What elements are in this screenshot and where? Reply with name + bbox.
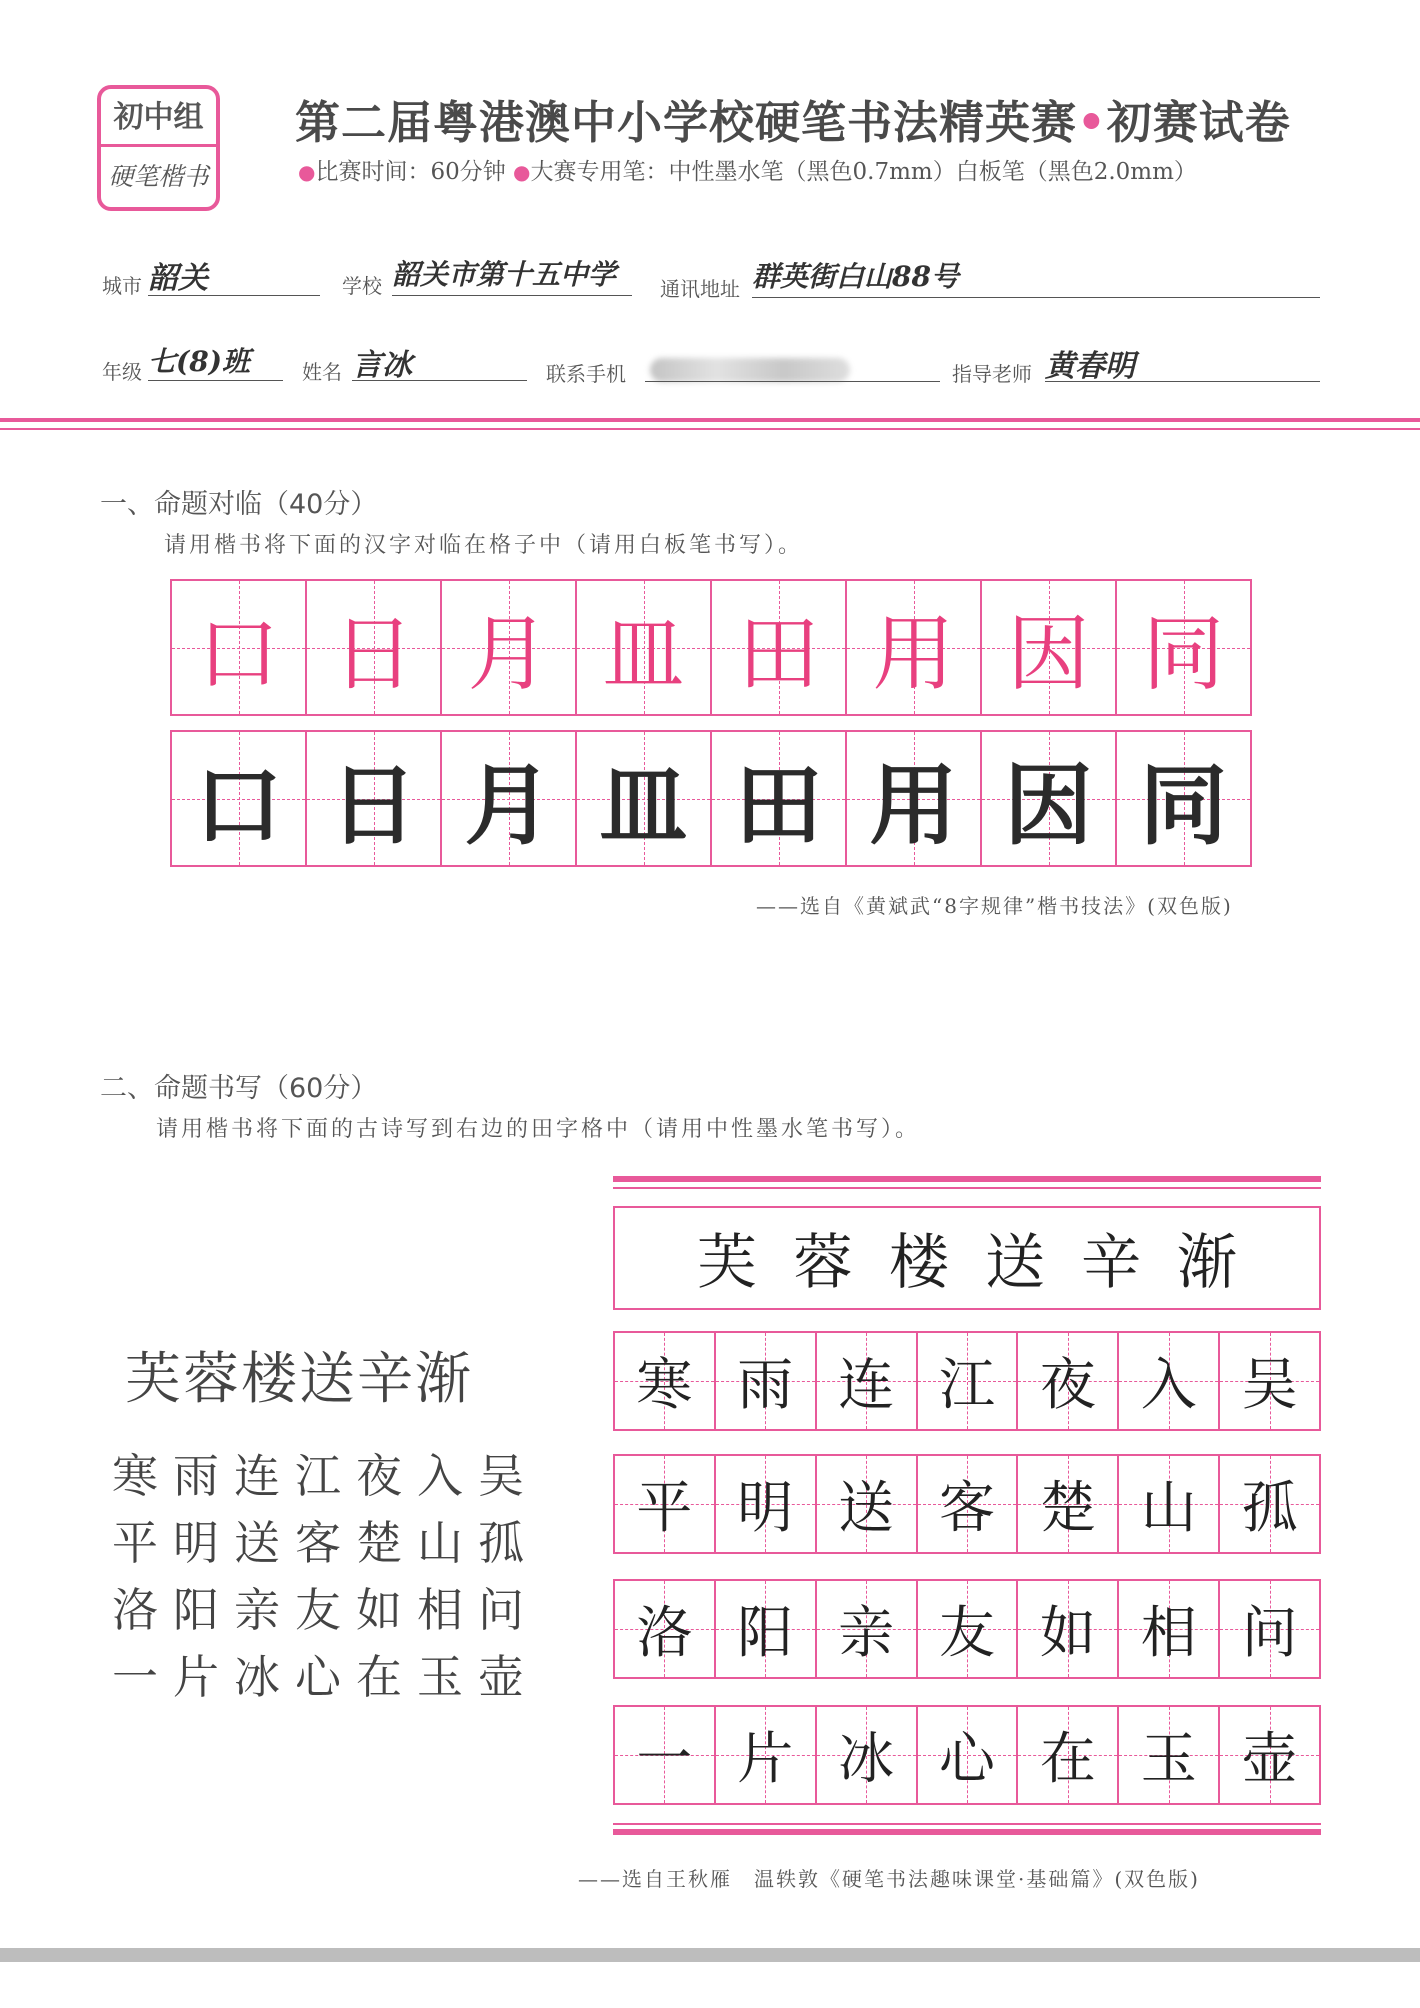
- written-char: 口: [194, 753, 283, 857]
- written-char: 平: [636, 1476, 693, 1541]
- written-char: 冰: [838, 1727, 895, 1792]
- group-badge: [97, 85, 220, 211]
- poem-cell[interactable]: [817, 1333, 918, 1429]
- model-cell: [307, 581, 442, 714]
- name-label: 姓名: [302, 360, 342, 384]
- model-cell: [442, 581, 577, 714]
- section1-source: ——选自《黄斌武“8字规律”楷书技法》(双色版): [756, 894, 1233, 918]
- teacher-label: 指导老师: [952, 362, 1032, 386]
- phone-label: 联系手机: [546, 362, 626, 386]
- poem-cell[interactable]: [1220, 1456, 1319, 1552]
- city-value[interactable]: 韶关: [148, 261, 208, 296]
- page-title: [295, 86, 1291, 151]
- poem-cell[interactable]: [716, 1707, 817, 1803]
- poem-cell[interactable]: [1220, 1707, 1319, 1803]
- poem-cell[interactable]: [716, 1333, 817, 1429]
- written-char: 孤: [1241, 1476, 1298, 1541]
- model-char: 用: [872, 607, 955, 702]
- written-char: 问: [1241, 1601, 1298, 1666]
- model-cell: [1117, 581, 1250, 714]
- section1-title: 一、命题对临（40分）: [100, 489, 378, 520]
- model-char-grid: [170, 579, 1252, 716]
- school-label: 学校: [342, 274, 382, 298]
- model-char: 皿: [602, 607, 685, 702]
- poem-cell[interactable]: [615, 1707, 716, 1803]
- written-char: 用: [869, 753, 958, 857]
- section2-source: ——选自王秋雁 温轶敦《硬笔书法趣味课堂·基础篇》(双色版): [578, 1867, 1200, 1891]
- written-char: 寒: [636, 1353, 693, 1418]
- grade-underline: [148, 380, 283, 381]
- header-divider-thick: [0, 418, 1420, 422]
- poem-frame-bottom-line: [613, 1823, 1321, 1825]
- header-divider-thin: [0, 428, 1420, 430]
- section2-title: 二、命题书写（60分）: [100, 1073, 378, 1104]
- written-char: 亲: [838, 1601, 895, 1666]
- poem-line: 平明送客楚山孤: [112, 1516, 539, 1570]
- written-title: 芙蓉楼送辛渐: [697, 1228, 1273, 1298]
- poem-title: 芙蓉楼送辛渐: [125, 1347, 473, 1412]
- practice-cell[interactable]: [712, 732, 847, 865]
- poem-line: 洛阳亲友如相问: [112, 1583, 539, 1637]
- poem-cell[interactable]: [1119, 1581, 1220, 1677]
- written-char: 日: [329, 753, 418, 857]
- poem-cell[interactable]: [817, 1581, 918, 1677]
- written-char: 雨: [737, 1353, 794, 1418]
- poem-cell[interactable]: [817, 1456, 918, 1552]
- poem-frame-top-line: [613, 1187, 1321, 1189]
- written-char: 楚: [1039, 1476, 1096, 1541]
- poem-cell[interactable]: [615, 1581, 716, 1677]
- poem-cell[interactable]: [716, 1456, 817, 1552]
- school-value[interactable]: 韶关市第十五中学: [392, 258, 617, 291]
- model-cell: [847, 581, 982, 714]
- written-char: 连: [838, 1353, 895, 1418]
- scan-bottom-edge: [0, 1948, 1420, 1962]
- written-char: 阳: [737, 1601, 794, 1666]
- section2-instruction: 请用楷书将下面的古诗写到右边的田字格中（请用中性墨水笔书写）。: [156, 1117, 921, 1142]
- poem-line: 一片冰心在玉壶: [112, 1650, 539, 1704]
- address-label: 通讯地址: [660, 277, 740, 301]
- title-separator: •: [1077, 96, 1107, 149]
- written-char: 明: [737, 1476, 794, 1541]
- written-char: 洛: [636, 1601, 693, 1666]
- practice-cell[interactable]: [307, 732, 442, 865]
- poem-cell[interactable]: [1119, 1707, 1220, 1803]
- address-value[interactable]: 群英街白山88号: [752, 260, 959, 293]
- badge-group-label: 初中组: [101, 89, 216, 147]
- written-char: 一: [636, 1727, 693, 1792]
- model-cell: [982, 581, 1117, 714]
- poem-cell[interactable]: [918, 1581, 1019, 1677]
- practice-cell[interactable]: [982, 732, 1117, 865]
- exam-time: 比赛时间：60分钟: [315, 159, 506, 185]
- poem-cell[interactable]: [1018, 1456, 1119, 1552]
- poem-grid-row-1: [613, 1331, 1321, 1431]
- poem-cell[interactable]: [615, 1333, 716, 1429]
- written-char: 玉: [1140, 1727, 1197, 1792]
- teacher-value[interactable]: 黄春明: [1045, 349, 1135, 384]
- written-char: 友: [939, 1601, 995, 1666]
- teacher-underline: [1045, 381, 1320, 382]
- written-char: 吴: [1241, 1353, 1298, 1418]
- written-char: 同: [1139, 753, 1228, 857]
- written-char: 皿: [599, 753, 688, 857]
- practice-char-grid: [170, 730, 1252, 867]
- written-char: 心: [939, 1727, 995, 1792]
- written-char: 送: [838, 1476, 895, 1541]
- poem-cell[interactable]: [918, 1707, 1019, 1803]
- written-char: 客: [939, 1476, 995, 1541]
- written-char: 田: [734, 753, 823, 857]
- title-end: 初赛试卷: [1106, 96, 1291, 149]
- address-underline: [752, 297, 1320, 298]
- poem-cell[interactable]: [1119, 1333, 1220, 1429]
- model-char: 田: [737, 607, 820, 702]
- poem-cell[interactable]: [716, 1581, 817, 1677]
- poem-cell[interactable]: [1220, 1333, 1319, 1429]
- poem-frame-top-bar: [613, 1176, 1321, 1182]
- written-char: 山: [1140, 1476, 1197, 1541]
- school-underline: [392, 295, 632, 296]
- written-char: 壶: [1241, 1727, 1298, 1792]
- model-cell: [712, 581, 847, 714]
- exam-subtitle: [298, 153, 1197, 186]
- practice-cell[interactable]: [1117, 732, 1250, 865]
- model-char: 日: [332, 607, 415, 702]
- name-value[interactable]: 言冰: [352, 348, 412, 383]
- written-char: 江: [939, 1353, 995, 1418]
- exam-pen: 大赛专用笔：中性墨水笔（黑色0.7mm）白板笔（黑色2.0mm）: [530, 159, 1197, 185]
- poem-cell[interactable]: [1018, 1707, 1119, 1803]
- phone-underline: [645, 381, 940, 382]
- poem-cell[interactable]: [1018, 1581, 1119, 1677]
- poem-grid-row-2: [613, 1454, 1321, 1554]
- grade-value[interactable]: 七(8)班: [148, 345, 250, 378]
- written-char: 入: [1140, 1353, 1197, 1418]
- poem-cell[interactable]: [1220, 1581, 1319, 1677]
- practice-cell[interactable]: [172, 732, 307, 865]
- practice-cell[interactable]: [577, 732, 712, 865]
- poem-frame-bottom-bar: [613, 1829, 1321, 1835]
- grade-label: 年级: [102, 360, 142, 384]
- bullet-icon: ●: [513, 160, 531, 184]
- written-char: 片: [737, 1727, 794, 1792]
- poem-grid-row-3: [613, 1579, 1321, 1679]
- model-char: 同: [1142, 607, 1225, 702]
- written-char: 如: [1039, 1601, 1096, 1666]
- practice-cell[interactable]: [442, 732, 577, 865]
- name-underline: [352, 380, 527, 381]
- poem-cell[interactable]: [918, 1333, 1019, 1429]
- title-main: 第二届粤港澳中小学校硬笔书法精英赛: [295, 96, 1078, 149]
- poem-cell[interactable]: [1018, 1333, 1119, 1429]
- phone-value-redacted[interactable]: [650, 358, 850, 382]
- written-title-box[interactable]: [613, 1206, 1321, 1310]
- poem-cell[interactable]: [918, 1456, 1019, 1552]
- city-label: 城市: [102, 274, 142, 298]
- written-char: 月: [464, 753, 553, 857]
- model-cell: [577, 581, 712, 714]
- poem-cell[interactable]: [817, 1707, 918, 1803]
- practice-cell[interactable]: [847, 732, 982, 865]
- poem-cell[interactable]: [1119, 1456, 1220, 1552]
- written-char: 因: [1004, 753, 1093, 857]
- poem-cell[interactable]: [615, 1456, 716, 1552]
- model-cell: [172, 581, 307, 714]
- poem-grid-row-4: [613, 1705, 1321, 1805]
- model-char: 月: [467, 607, 550, 702]
- section1-instruction: 请用楷书将下面的汉字对临在格子中（请用白板笔书写）。: [164, 533, 804, 558]
- written-char: 相: [1140, 1601, 1197, 1666]
- written-char: 在: [1039, 1727, 1096, 1792]
- model-char: 口: [197, 607, 280, 702]
- model-char: 因: [1007, 607, 1090, 702]
- city-underline: [148, 295, 320, 296]
- bullet-icon: ●: [298, 160, 316, 184]
- written-char: 夜: [1039, 1353, 1096, 1418]
- badge-style-label: 硬笔楷书: [108, 162, 209, 191]
- poem-line: 寒雨连江夜入吴: [112, 1449, 539, 1503]
